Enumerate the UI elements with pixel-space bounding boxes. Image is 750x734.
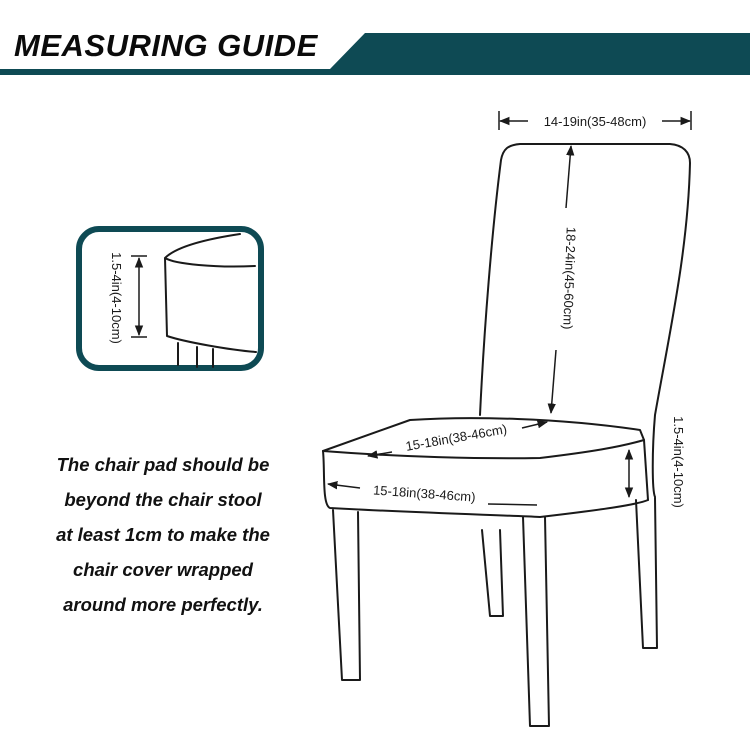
chair-leg-front-right: [523, 517, 549, 726]
chair-leg-back-left: [482, 530, 503, 616]
seat-width-label: 15-18in(38-46cm): [372, 482, 477, 505]
chair-leg-back-right: [636, 498, 657, 648]
chair-leg-front-left: [333, 510, 360, 680]
instruction-note: [22, 447, 304, 622]
inset-frame: [79, 229, 261, 368]
page-title: MEASURING GUIDE: [14, 28, 318, 63]
thickness-inset: [79, 229, 261, 368]
back-height-label: 18-24in(45-60cm): [560, 226, 579, 330]
chair-back-outline: [480, 144, 690, 497]
note-line: beyond the chair stool: [64, 489, 262, 510]
note-line: around more perfectly.: [63, 594, 263, 615]
seat-front-top-edge: [323, 440, 648, 500]
note-line: The chair pad should be: [56, 454, 270, 475]
note-line: chair cover wrapped: [73, 559, 253, 580]
seat-depth-label: 15-18in(38-46cm): [404, 421, 509, 454]
note-line: at least 1cm to make the: [56, 524, 270, 545]
seat-front-outline: [323, 451, 648, 517]
inset-thickness-label: 1.5-4in(4-10cm): [109, 252, 124, 344]
seat-thickness-label: 1.5-4in(4-10cm): [671, 416, 686, 508]
back-width-label: 14-19in(35-48cm): [543, 114, 647, 129]
